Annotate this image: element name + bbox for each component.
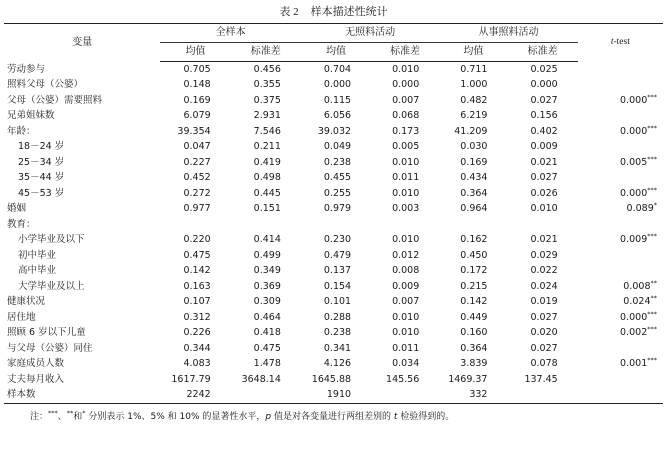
- variable-cell: 丈夫每月收入: [7, 373, 65, 385]
- table-row: [4, 264, 663, 280]
- table-row: [4, 140, 663, 156]
- full-sample-mean: 0.705: [183, 63, 211, 75]
- care-mean: [439, 217, 507, 233]
- no-care-mean: 0.479: [323, 249, 352, 261]
- ttest-pvalue: 0.002: [620, 327, 648, 339]
- ttest-cell: [578, 372, 663, 388]
- full-sample-sd: 0.151: [253, 203, 281, 215]
- no-care-sd: 0.007: [392, 94, 420, 106]
- care-sd: 0.025: [530, 63, 558, 75]
- care-mean: 0.434: [460, 172, 488, 184]
- no-care-mean: 0.341: [323, 342, 352, 354]
- variable-cell: 35－44 岁: [18, 172, 65, 184]
- no-care-mean: [301, 217, 371, 233]
- no-care-sd: 0.000: [392, 79, 420, 91]
- ttest-stars: ***: [647, 154, 657, 163]
- variable-cell: 样本数: [4, 388, 160, 404]
- table-row: [4, 310, 663, 326]
- ttest-header-t: t: [610, 36, 614, 47]
- care-sd: [507, 388, 577, 404]
- full-sample-sd: 0.456: [253, 63, 281, 75]
- no-care-sd-header: 标准差: [371, 43, 439, 62]
- full-sample-sd: 0.414: [253, 234, 281, 246]
- full-sample-sd: 0.375: [253, 94, 281, 106]
- care-sd: 0.027: [530, 342, 558, 354]
- variable-cell: 照料父母（公婆）: [7, 79, 84, 91]
- no-care-sd: 0.173: [392, 125, 420, 137]
- table-row: [4, 155, 663, 171]
- care-mean: 0.364: [460, 187, 488, 199]
- care-mean: 3.839: [460, 358, 488, 370]
- full-sample-sd: [231, 388, 301, 404]
- no-care-mean: 0.238: [323, 327, 352, 339]
- table-header: [4, 24, 663, 62]
- no-care-mean: 0.455: [323, 172, 352, 184]
- no-care-mean: 0.000: [323, 79, 352, 91]
- care-mean: 0.160: [460, 327, 488, 339]
- full-sample-sd: 0.355: [253, 79, 281, 91]
- care-sd: 0.029: [530, 249, 558, 261]
- no-care-sd: 0.012: [392, 249, 420, 261]
- ttest-stars: *: [653, 201, 657, 210]
- table-footnote: [4, 404, 663, 422]
- no-care-sd: 0.011: [392, 342, 420, 354]
- ttest-stars: **: [650, 294, 657, 303]
- full-sample-mean: 0.475: [183, 249, 211, 261]
- variable-header: 变量: [4, 24, 160, 62]
- full-sample-sd: 0.309: [253, 296, 281, 308]
- care-sd: 0.027: [530, 94, 558, 106]
- no-care-mean-header: 均值: [301, 43, 371, 62]
- no-care-header: 无照料活动: [301, 24, 439, 43]
- care-sd: 0.027: [530, 172, 558, 184]
- no-care-sd: [371, 217, 439, 233]
- full-sample-mean: 39.354: [177, 125, 211, 137]
- full-sample-mean-header: 均值: [160, 43, 230, 62]
- footnote-text-3: 检验得到的。: [397, 412, 455, 422]
- care-sd: 0.027: [530, 311, 558, 323]
- ttest-cell: [578, 124, 663, 140]
- footnote-prefix: 注：: [30, 412, 49, 422]
- care-sd: 0.156: [530, 110, 558, 122]
- ttest-pvalue: 0.000: [620, 311, 648, 323]
- ttest-cell: [578, 140, 663, 156]
- full-sample-header: 全样本: [160, 24, 300, 43]
- care-sd: 0.009: [530, 141, 558, 153]
- no-care-sd: [371, 388, 439, 404]
- ttest-cell: [578, 186, 663, 202]
- ttest-pvalue: 0.000: [620, 187, 648, 199]
- care-sd: 0.021: [530, 156, 558, 168]
- full-sample-sd: 0.475: [253, 342, 281, 354]
- variable-cell: 年龄：: [7, 125, 36, 137]
- ttest-stars: ***: [647, 356, 657, 365]
- care-sd: 137.45: [524, 373, 558, 385]
- footnote-stars-1pct: ***: [48, 409, 58, 417]
- no-care-mean: 4.126: [323, 358, 352, 370]
- full-sample-mean: 0.163: [183, 280, 211, 292]
- variable-cell: 18－24 岁: [18, 141, 65, 153]
- care-mean: 1469.37: [448, 373, 488, 385]
- ttest-stars: ***: [647, 185, 657, 194]
- footnote-text-1: 分别表示 1%、5% 和 10% 的显著性水平，: [85, 412, 266, 422]
- no-care-mean: 0.049: [323, 141, 352, 153]
- ttest-pvalue: 0.009: [620, 234, 648, 246]
- no-care-sd: 0.010: [392, 311, 420, 323]
- variable-cell: 教育：: [7, 218, 36, 230]
- care-sd: [507, 217, 577, 233]
- full-sample-sd: 7.546: [253, 125, 281, 137]
- footnote-t: t: [393, 412, 398, 422]
- care-mean: 0.449: [460, 311, 488, 323]
- variable-cell: 居住地: [7, 311, 36, 323]
- ttest-pvalue: 0.005: [620, 156, 648, 168]
- no-care-sd: 0.008: [392, 265, 420, 277]
- full-sample-mean: 0.226: [183, 327, 211, 339]
- table-row: [4, 186, 663, 202]
- variable-cell: 兄弟姐妹数: [7, 110, 55, 122]
- no-care-sd: 0.009: [392, 280, 420, 292]
- full-sample-mean: 1617.79: [171, 373, 211, 385]
- no-care-sd: 0.011: [392, 172, 420, 184]
- full-sample-sd: 0.445: [253, 187, 281, 199]
- ttest-cell: [578, 357, 663, 373]
- full-sample-sd: 0.349: [253, 265, 281, 277]
- no-care-sd: 0.003: [392, 203, 420, 215]
- table-row: [4, 233, 663, 249]
- care-mean: 0.364: [460, 342, 488, 354]
- care-mean: 0.964: [460, 203, 488, 215]
- ttest-pvalue: 0.024: [623, 296, 651, 308]
- ttest-cell: [578, 248, 663, 264]
- full-sample-mean: 0.047: [183, 141, 211, 153]
- table-row: [4, 279, 663, 295]
- care-mean-header: 均值: [439, 43, 507, 62]
- full-sample-sd: 0.418: [253, 327, 281, 339]
- table-row: [4, 295, 663, 311]
- ttest-stars: ***: [647, 232, 657, 241]
- full-sample-mean: 0.344: [183, 342, 211, 354]
- full-sample-mean: 4.083: [183, 358, 211, 370]
- no-care-mean: 0.255: [323, 187, 352, 199]
- table-row: [4, 341, 663, 357]
- no-care-sd: 0.068: [392, 110, 420, 122]
- care-sd: 0.022: [530, 265, 558, 277]
- care-sd: 0.010: [530, 203, 558, 215]
- ttest-pvalue: 0.000: [620, 125, 648, 137]
- full-sample-sd: 3648.14: [241, 373, 281, 385]
- care-mean: 0.215: [460, 280, 488, 292]
- no-care-mean: 1645.88: [311, 373, 352, 385]
- ttest-stars: ***: [647, 123, 657, 132]
- care-mean: 0.169: [460, 156, 488, 168]
- footnote-and: 和: [73, 412, 83, 422]
- care-mean: 0.142: [460, 296, 488, 308]
- table-row: [4, 93, 663, 109]
- full-sample-mean: 0.977: [183, 203, 211, 215]
- care-header: 从事照料活动: [439, 24, 577, 43]
- variable-cell: 家庭成员人数: [7, 358, 65, 370]
- no-care-sd: 0.005: [392, 141, 420, 153]
- ttest-pvalue: 0.089: [626, 203, 654, 215]
- care-mean: 0.450: [460, 249, 488, 261]
- ttest-cell: [578, 78, 663, 94]
- ttest-stars: **: [650, 278, 657, 287]
- ttest-cell: [578, 295, 663, 311]
- care-sd: 0.019: [530, 296, 558, 308]
- ttest-stars: ***: [647, 92, 657, 101]
- footnote-stars-10pct: *: [82, 409, 86, 417]
- no-care-sd: 0.010: [392, 63, 420, 75]
- table-row: [4, 171, 663, 187]
- table-row: [4, 124, 663, 140]
- no-care-sd: 0.034: [392, 358, 420, 370]
- ttest-cell: [578, 233, 663, 249]
- full-sample-mean: 0.452: [183, 172, 211, 184]
- full-sample-sd: 2.931: [253, 110, 281, 122]
- table-caption: [4, 0, 663, 23]
- full-sample-sd: 0.369: [253, 280, 281, 292]
- full-sample-sd: 0.498: [253, 172, 281, 184]
- care-sd: 0.078: [530, 358, 558, 370]
- ttest-cell: [578, 388, 663, 404]
- care-mean: 0.172: [460, 265, 488, 277]
- footnote-stars-5pct: **: [66, 409, 74, 417]
- table-row: [4, 202, 663, 218]
- care-sd: 0.020: [530, 327, 558, 339]
- variable-cell: 照顾 6 岁以下儿童: [7, 327, 86, 339]
- full-sample-sd: [231, 217, 301, 233]
- ttest-cell: [578, 264, 663, 280]
- no-care-mean: 6.056: [323, 110, 352, 122]
- no-care-mean: 0.230: [323, 234, 352, 246]
- ttest-pvalue: 0.001: [620, 358, 648, 370]
- full-sample-mean: 0.272: [183, 187, 211, 199]
- ttest-cell: [578, 93, 663, 109]
- table-row: [4, 326, 663, 342]
- table-row: [4, 109, 663, 125]
- variable-cell: 父母（公婆）需要照料: [7, 94, 103, 106]
- no-care-sd: 145.56: [386, 373, 420, 385]
- ttest-cell: [578, 217, 663, 233]
- footnote-text-2: 值是对各变量进行两组差别的: [271, 412, 394, 422]
- full-sample-sd: 0.419: [253, 156, 281, 168]
- ttest-cell: [578, 341, 663, 357]
- no-care-mean: 0.154: [323, 280, 352, 292]
- variable-cell: 大学毕业及以上: [18, 280, 85, 292]
- table-row: [4, 372, 663, 388]
- variable-cell: 健康状况: [7, 296, 46, 308]
- ttest-cell: [578, 310, 663, 326]
- table-row: [4, 217, 663, 233]
- variable-cell: 高中毕业: [18, 265, 57, 277]
- no-care-sd: 0.007: [392, 296, 420, 308]
- no-care-mean: 0.704: [323, 63, 352, 75]
- full-sample-mean: 0.312: [183, 311, 211, 323]
- care-sd: 0.000: [530, 79, 558, 91]
- full-sample-mean: 0.107: [183, 296, 211, 308]
- full-sample-mean: [160, 217, 230, 233]
- full-sample-mean: 0.148: [183, 79, 211, 91]
- full-sample-sd: 0.211: [253, 141, 281, 153]
- no-care-mean: 0.288: [323, 311, 352, 323]
- ttest-cell: [578, 109, 663, 125]
- ttest-cell: [578, 155, 663, 171]
- table-title: 样本描述性统计: [310, 6, 388, 18]
- care-sd: 0.024: [530, 280, 558, 292]
- no-care-mean: 1910: [301, 388, 371, 404]
- no-care-sd: 0.010: [392, 187, 420, 199]
- care-mean: 6.219: [460, 110, 488, 122]
- full-sample-mean: 0.169: [183, 94, 211, 106]
- full-sample-sd: 1.478: [253, 358, 281, 370]
- full-sample-mean: 6.079: [183, 110, 211, 122]
- ttest-cell: [578, 326, 663, 342]
- care-mean: 0.162: [460, 234, 488, 246]
- footnote-sep: 、: [57, 412, 67, 422]
- variable-cell: 劳动参与: [7, 63, 46, 75]
- care-mean: 332: [439, 388, 507, 404]
- full-sample-mean: 0.227: [183, 156, 211, 168]
- ttest-cell: [578, 279, 663, 295]
- care-sd-header: 标准差: [507, 43, 577, 62]
- no-care-mean: 39.032: [317, 125, 352, 137]
- variable-cell: 婚姻: [7, 203, 27, 215]
- table-row: [4, 78, 663, 94]
- variable-cell: 45－53 岁: [18, 187, 65, 199]
- table-row: [4, 248, 663, 264]
- care-sd: 0.021: [530, 234, 558, 246]
- care-sd: 0.026: [530, 187, 558, 199]
- full-sample-mean: 0.142: [183, 265, 211, 277]
- no-care-mean: 0.137: [323, 265, 352, 277]
- variable-cell: 25－34 岁: [18, 156, 65, 168]
- variable-cell: 初中毕业: [18, 249, 57, 261]
- ttest-cell: [578, 171, 663, 187]
- descriptive-statistics-table: [4, 23, 663, 404]
- no-care-sd: 0.010: [392, 156, 420, 168]
- full-sample-sd: 0.499: [253, 249, 281, 261]
- full-sample-sd-header: 标准差: [231, 43, 301, 62]
- variable-cell: 小学毕业及以下: [18, 234, 85, 246]
- care-sd: 0.402: [530, 125, 558, 137]
- table-number: 表 2: [279, 6, 299, 18]
- table-row: [4, 62, 663, 78]
- care-mean: 0.711: [460, 63, 488, 75]
- ttest-pvalue: 0.008: [623, 280, 651, 292]
- full-sample-mean: 0.220: [183, 234, 211, 246]
- ttest-pvalue: 0.000: [620, 94, 648, 106]
- full-sample-mean: 2242: [160, 388, 230, 404]
- ttest-stars: ***: [647, 309, 657, 318]
- care-mean: 1.000: [460, 79, 488, 91]
- ttest-header-suffix: -test: [613, 36, 630, 47]
- footnote-p: p: [265, 412, 272, 422]
- ttest-cell: [578, 202, 663, 218]
- no-care-sd: 0.010: [392, 234, 420, 246]
- full-sample-sd: 0.464: [253, 311, 281, 323]
- table-row: [4, 388, 663, 404]
- care-mean: 0.030: [460, 141, 488, 153]
- ttest-header: [578, 24, 663, 62]
- no-care-sd: 0.010: [392, 327, 420, 339]
- no-care-mean: 0.101: [323, 296, 352, 308]
- care-mean: 41.209: [454, 125, 488, 137]
- ttest-stars: ***: [647, 325, 657, 334]
- table-body: [4, 62, 663, 404]
- no-care-mean: 0.979: [323, 203, 352, 215]
- ttest-cell: [578, 62, 663, 78]
- no-care-mean: 0.238: [323, 156, 352, 168]
- care-mean: 0.482: [460, 94, 488, 106]
- table-row: [4, 357, 663, 373]
- no-care-mean: 0.115: [323, 94, 352, 106]
- variable-cell: 与父母（公婆）同住: [7, 342, 93, 354]
